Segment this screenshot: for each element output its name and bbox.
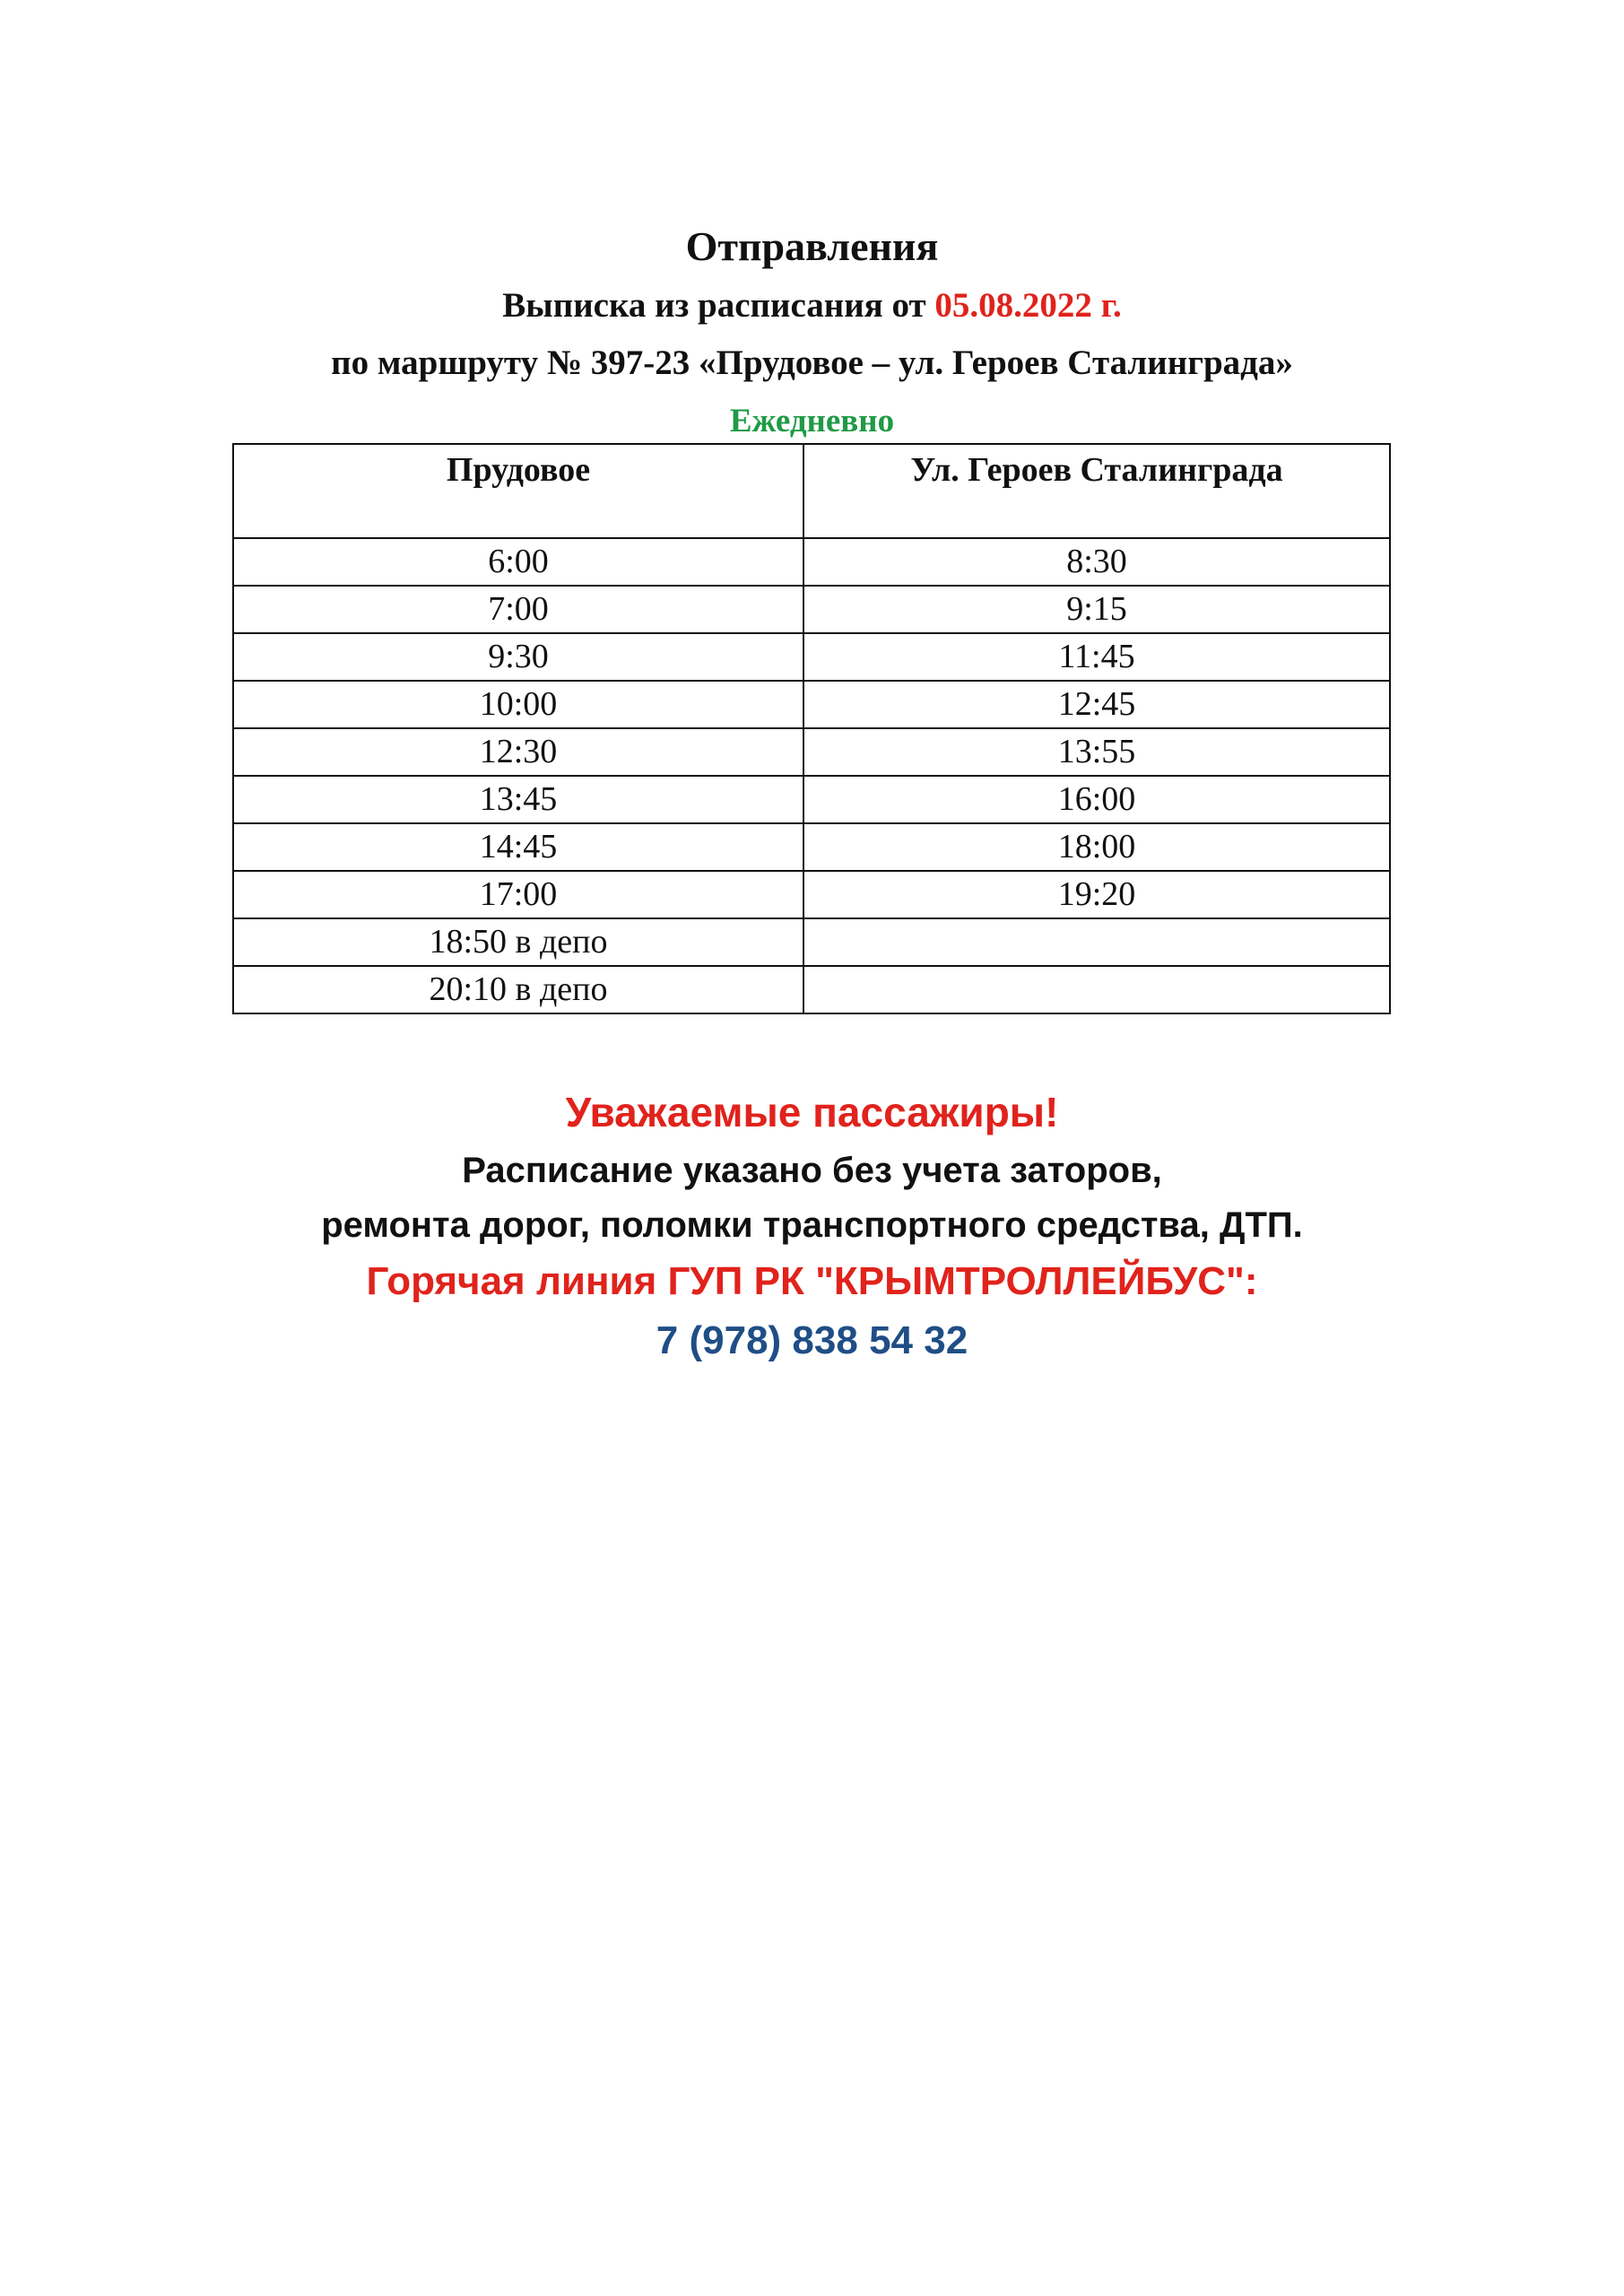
table-row (233, 918, 1390, 966)
departure-cell: 9:30 (233, 633, 803, 681)
table-row (233, 776, 1390, 823)
hotline-label: Горячая линия ГУП РК "КРЫМТРОЛЛЕЙБУС": (366, 1259, 1258, 1303)
departure-cell: 10:00 (233, 681, 803, 728)
notice-title: Уважаемые пассажиры! (565, 1089, 1059, 1135)
departure-cell (803, 918, 1390, 966)
table-row (233, 681, 1390, 728)
subtitle-date: 05.08.2022 г. (934, 286, 1122, 325)
departure-cell: 7:00 (233, 586, 803, 633)
schedule-table (232, 443, 1391, 1014)
table-row (233, 728, 1390, 776)
departure-cell: 16:00 (803, 776, 1390, 823)
departure-cell: 9:15 (803, 586, 1390, 633)
route-name: по маршруту № 397-23 «Прудовое – ул. Героев Сталинграда» (331, 344, 1293, 382)
departure-cell: 11:45 (803, 633, 1390, 681)
subtitle-prefix: Выписка из расписания от (502, 286, 935, 325)
notice-text-line-2: ремонта дорог, поломки транспортного средства, ДТП. (321, 1205, 1303, 1245)
table-row (233, 871, 1390, 918)
departure-cell: 13:55 (803, 728, 1390, 776)
departure-cell: 13:45 (233, 776, 803, 823)
departure-cell: 8:30 (803, 538, 1390, 586)
notice-text-line-1: Расписание указано без учета заторов, (462, 1151, 1162, 1190)
departure-cell: 18:00 (803, 823, 1390, 871)
table-row (233, 586, 1390, 633)
frequency-label: Ежедневно (729, 403, 895, 439)
departure-cell: 6:00 (233, 538, 803, 586)
departure-cell: 20:10 в депо (233, 966, 803, 1013)
column-header-prudovoe: Прудовое (233, 444, 803, 538)
hotline-phone: 7 (978) 838 54 32 (656, 1318, 968, 1362)
departure-cell: 12:45 (803, 681, 1390, 728)
column-header-geroev-stalingrada: Ул. Героев Сталинграда (803, 444, 1390, 538)
table-row (233, 823, 1390, 871)
departure-cell: 17:00 (233, 871, 803, 918)
table-header-row (233, 444, 1390, 538)
page-title: Отправления (685, 223, 939, 269)
departure-cell (803, 966, 1390, 1013)
departure-cell: 12:30 (233, 728, 803, 776)
table-row (233, 966, 1390, 1013)
schedule-subtitle (0, 285, 1624, 326)
table-row (233, 538, 1390, 586)
departure-cell: 14:45 (233, 823, 803, 871)
departure-cell: 19:20 (803, 871, 1390, 918)
table-row (233, 633, 1390, 681)
departure-cell: 18:50 в депо (233, 918, 803, 966)
